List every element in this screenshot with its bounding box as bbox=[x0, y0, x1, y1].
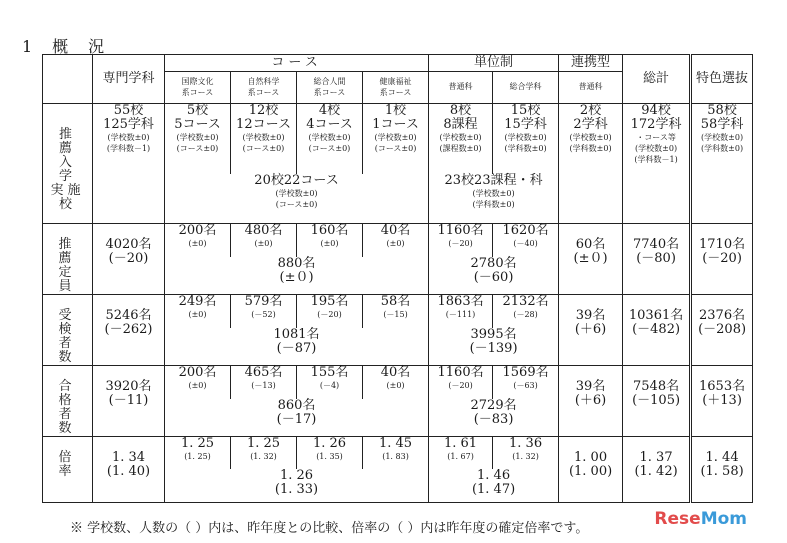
tokushoku-capacity: 1710名 (－20) bbox=[691, 224, 753, 295]
tani-capacity: 1160名 (－20) bbox=[429, 224, 493, 257]
renkei-ratio: 1. 00 (1. 00) bbox=[559, 437, 623, 503]
renkei-applicants: 39名 (＋6) bbox=[559, 295, 623, 366]
header-tani: 単位制 bbox=[429, 55, 559, 72]
tani-sum-applicants: 3995名 (－139) bbox=[429, 328, 559, 366]
course-ratio: 1. 25 (1. 25) bbox=[165, 437, 231, 469]
header-renkei-col: 普通科 bbox=[559, 72, 623, 104]
renkei-passed: 39名 (＋6) bbox=[559, 366, 623, 437]
admission-summary-table bbox=[42, 54, 753, 503]
header-tani-col: 総合学科 bbox=[493, 72, 559, 104]
senmon-ratio: 1. 34 (1. 40) bbox=[93, 437, 165, 503]
header-course-col: 自然科学 系コース bbox=[231, 72, 297, 104]
tani-passed: 1569名 (－63) bbox=[493, 366, 559, 399]
course-applicants: 58名 (－15) bbox=[363, 295, 429, 328]
course-sum-ratio: 1. 26 (1. 33) bbox=[165, 469, 429, 503]
tani-capacity: 1620名 (－40) bbox=[493, 224, 559, 257]
course-sum-applicants: 1081名 (－87) bbox=[165, 328, 429, 366]
course-applicants: 249名 (±0) bbox=[165, 295, 231, 328]
header-tani-col: 普通科 bbox=[429, 72, 493, 104]
course-sum-passed: 860名 (－17) bbox=[165, 399, 429, 437]
tani-passed: 1160名 (－20) bbox=[429, 366, 493, 399]
senmon-schools: 55校 125学科 (学校数±0) (学科数－1) bbox=[93, 104, 165, 224]
course-ratio: 1. 25 (1. 32) bbox=[231, 437, 297, 469]
tani-sum-ratio: 1. 46 (1. 47) bbox=[429, 469, 559, 503]
senmon-passed: 3920名 (－11) bbox=[93, 366, 165, 437]
course-capacity: 480名 (±0) bbox=[231, 224, 297, 257]
row-label-passed: 合 格 者 数 bbox=[43, 366, 93, 437]
total-applicants: 10361名 (－482) bbox=[623, 295, 691, 366]
course-ratio: 1. 45 (1. 83) bbox=[363, 437, 429, 469]
footnote: ※ 学校数、人数の（ ）内は、昨年度との比較、倍率の（ ）内は昨年度の確定倍率です。 bbox=[70, 521, 589, 536]
header-tokushoku: 特色選抜 bbox=[691, 55, 753, 104]
tokushoku-schools: 58校 58学科 (学校数±0) (学科数±0) bbox=[691, 104, 753, 224]
tani-applicants: 1863名 (－111) bbox=[429, 295, 493, 328]
row-label-ratio: 倍 率 bbox=[43, 437, 93, 503]
row-label-capacity: 推 薦 定 員 bbox=[43, 224, 93, 295]
tani-sum-capacity: 2780名 (－60) bbox=[429, 257, 559, 295]
course-schools: 12校 12コース (学校数±0) (コース±0) bbox=[231, 104, 297, 174]
senmon-capacity: 4020名 (－20) bbox=[93, 224, 165, 295]
course-schools: 5校 5コース (学校数±0) (コース±0) bbox=[165, 104, 231, 174]
course-schools: 1校 1コース (学校数±0) (コース±0) bbox=[363, 104, 429, 174]
course-sum-schools: 20校22コース (学校数±0) (コース±0) bbox=[165, 174, 429, 224]
tani-schools: 8校 8課程 (学校数±0) (課程数±0) bbox=[429, 104, 493, 174]
header-renkei: 連携型 bbox=[559, 55, 623, 72]
renkei-schools: 2校 2学科 (学校数±0) (学科数±0) bbox=[559, 104, 623, 224]
senmon-applicants: 5246名 (－262) bbox=[93, 295, 165, 366]
tani-schools: 15校 15学科 (学校数±0) (学科数±0) bbox=[493, 104, 559, 174]
tokushoku-ratio: 1. 44 (1. 58) bbox=[691, 437, 753, 503]
tani-ratio: 1. 36 (1. 32) bbox=[493, 437, 559, 469]
course-capacity: 160名 (±0) bbox=[297, 224, 363, 257]
section-heading: 1 概 況 bbox=[22, 37, 107, 56]
total-schools: 94校 172学科 ・コース等 (学校数±0) (学科数－1) bbox=[623, 104, 691, 224]
renkei-capacity: 60名 (±０) bbox=[559, 224, 623, 295]
total-ratio: 1. 37 (1. 42) bbox=[623, 437, 691, 503]
course-passed: 200名 (±0) bbox=[165, 366, 231, 399]
row-label-schools: 推 薦 入 学 実施校 bbox=[43, 104, 93, 224]
header-total: 総計 bbox=[623, 55, 691, 104]
course-schools: 4校 4コース (学校数±0) (コース±0) bbox=[297, 104, 363, 174]
tokushoku-applicants: 2376名 (－208) bbox=[691, 295, 753, 366]
tani-ratio: 1. 61 (1. 67) bbox=[429, 437, 493, 469]
tani-sum-schools: 23校23課程・科 (学校数±0) (学科数±0) bbox=[429, 174, 559, 224]
resemom-logo: ReseMom bbox=[654, 509, 747, 529]
header-course: コース bbox=[165, 55, 429, 72]
header-course-col: 国際文化 系コース bbox=[165, 72, 231, 104]
row-label-applicants: 受 検 者 数 bbox=[43, 295, 93, 366]
header-course-col: 総合人間 系コース bbox=[297, 72, 363, 104]
total-passed: 7548名 (－105) bbox=[623, 366, 691, 437]
course-passed: 40名 (±0) bbox=[363, 366, 429, 399]
course-capacity: 200名 (±0) bbox=[165, 224, 231, 257]
course-applicants: 195名 (－20) bbox=[297, 295, 363, 328]
tani-sum-passed: 2729名 (－83) bbox=[429, 399, 559, 437]
course-sum-capacity: 880名 (±０) bbox=[165, 257, 429, 295]
course-capacity: 40名 (±0) bbox=[363, 224, 429, 257]
corner-cell bbox=[43, 55, 93, 104]
total-capacity: 7740名 (－80) bbox=[623, 224, 691, 295]
course-applicants: 579名 (－52) bbox=[231, 295, 297, 328]
course-passed: 155名 (－4) bbox=[297, 366, 363, 399]
course-ratio: 1. 26 (1. 35) bbox=[297, 437, 363, 469]
tani-applicants: 2132名 (－28) bbox=[493, 295, 559, 328]
tokushoku-passed: 1653名 (＋13) bbox=[691, 366, 753, 437]
course-passed: 465名 (－13) bbox=[231, 366, 297, 399]
header-course-col: 健康福祉 系コース bbox=[363, 72, 429, 104]
header-senmon: 専門学科 bbox=[93, 55, 165, 104]
